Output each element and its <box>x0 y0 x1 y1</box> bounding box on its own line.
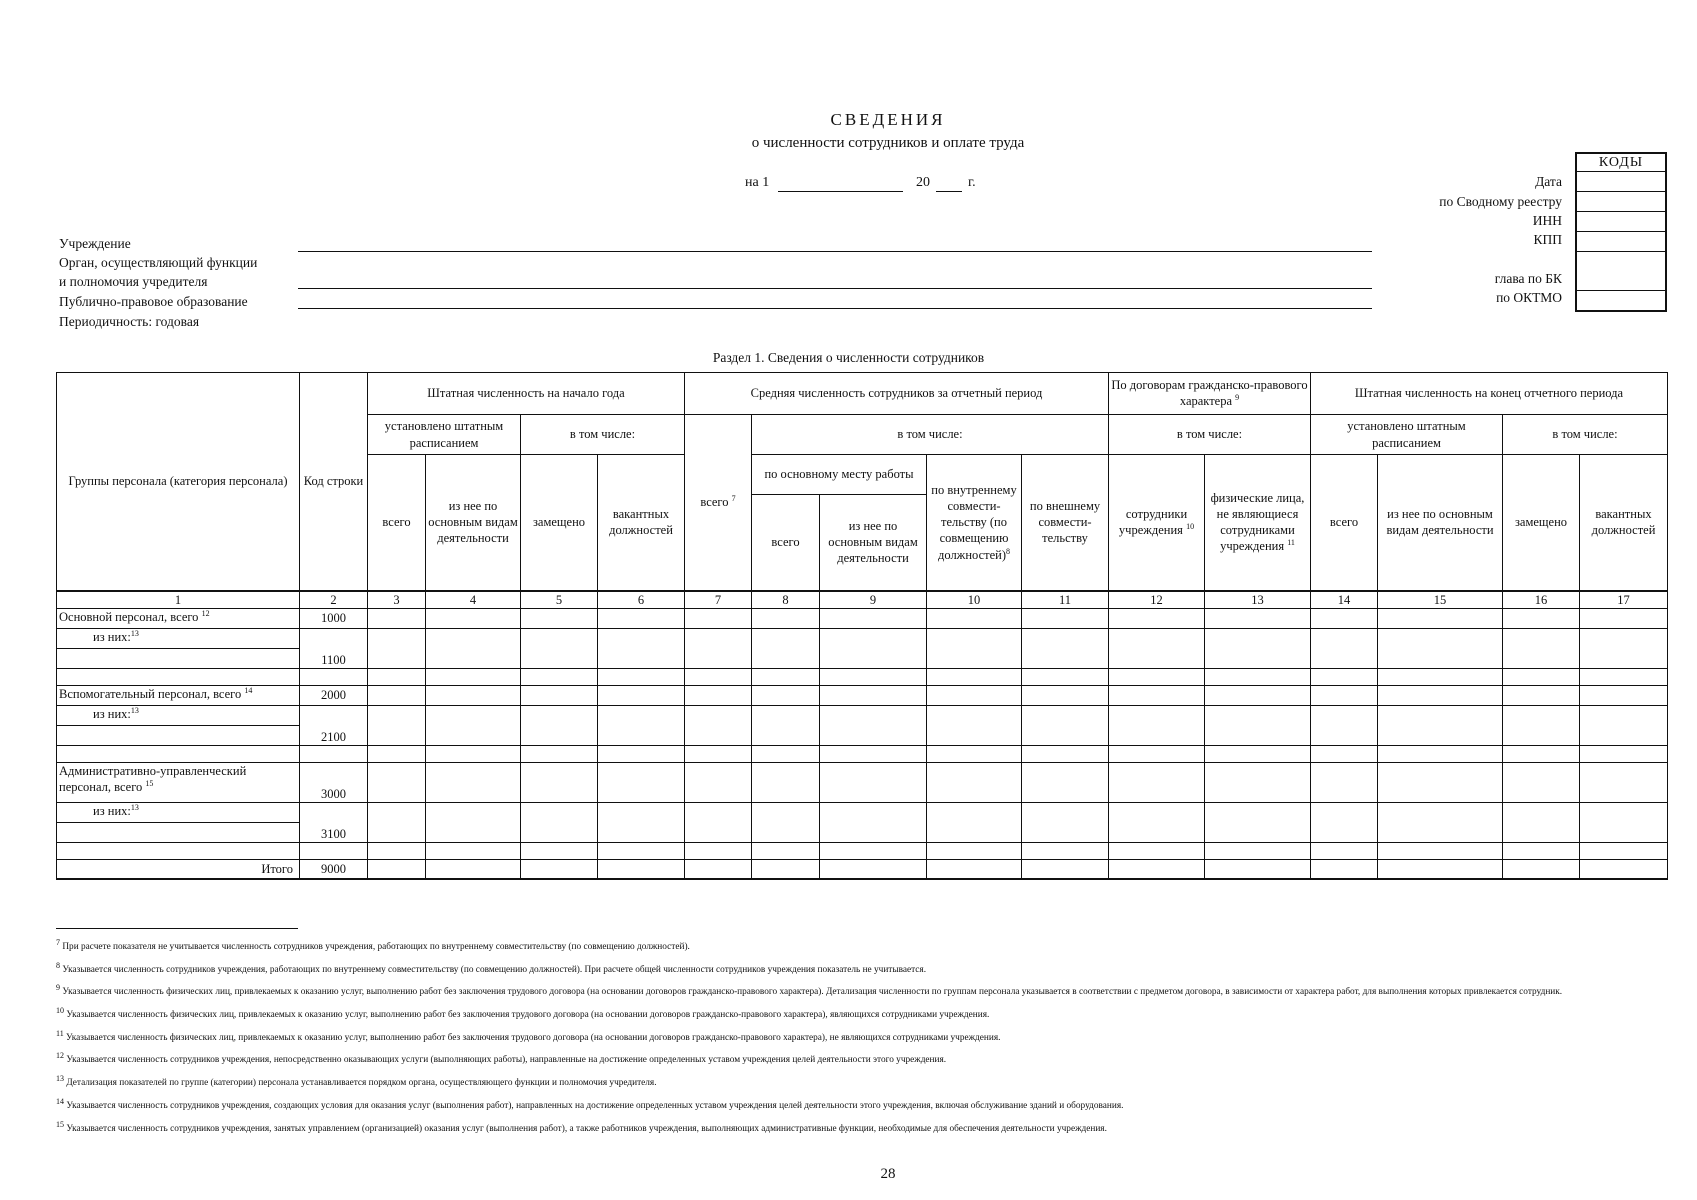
public-entity-field[interactable] <box>298 293 1372 309</box>
col-num: 4 <box>426 591 521 609</box>
value-cell[interactable] <box>1022 860 1109 879</box>
header-main-place: по основному месту работы <box>752 455 927 495</box>
value-cell[interactable] <box>927 843 1022 860</box>
value-cell[interactable] <box>1022 629 1109 669</box>
value-cell[interactable] <box>685 763 752 803</box>
row-label <box>57 726 300 746</box>
date-suffix: г. <box>968 175 976 190</box>
value-cell[interactable] <box>820 843 927 860</box>
value-cell[interactable] <box>1580 860 1668 879</box>
row-total <box>57 860 1668 879</box>
value-cell[interactable] <box>820 686 927 706</box>
value-cell[interactable] <box>368 843 426 860</box>
row-1000-of-them <box>57 629 1668 649</box>
value-cell[interactable] <box>1378 860 1503 879</box>
row-label: из них:$^{13}$ <box>57 803 300 823</box>
value-cell[interactable] <box>426 860 521 879</box>
value-cell[interactable] <box>1022 746 1109 763</box>
value-cell[interactable] <box>1378 609 1503 629</box>
footnote-10: $^{10}$ Указывается численность физических лиц, привлекаемых к оказанию услуг, выполнению работ без заключения трудового договора (на основании договоров гражданско-правового характера), являющихся сотрудниками учреждения. <box>56 1006 990 1021</box>
col-num: 6 <box>598 591 685 609</box>
value-cell[interactable] <box>1205 763 1311 803</box>
value-cell[interactable] <box>521 669 598 686</box>
value-cell[interactable] <box>1503 860 1580 879</box>
value-cell[interactable] <box>1580 609 1668 629</box>
value-cell[interactable] <box>1580 763 1668 803</box>
row-label <box>57 746 300 763</box>
date-day-month-field[interactable] <box>778 176 903 192</box>
value-cell[interactable] <box>426 629 521 669</box>
value-cell[interactable] <box>426 843 521 860</box>
header-end-total: всего <box>1311 455 1378 591</box>
value-cell[interactable] <box>1378 669 1503 686</box>
organ-label-line2: и полномочия учредителя <box>59 274 208 289</box>
value-cell[interactable] <box>1378 746 1503 763</box>
row-2000-of-them <box>57 706 1668 726</box>
footnote-14: $^{14}$ Указывается численность сотрудников учреждения, создающих условия для оказания услуг (выполнения работ), направленных на достижение определенных уставом учреждения целей деятельности этого учреждения, включая обслуживание зданий и оборудования. <box>56 1096 1124 1111</box>
value-cell[interactable] <box>752 746 820 763</box>
value-cell[interactable] <box>598 860 685 879</box>
value-cell[interactable] <box>426 746 521 763</box>
value-cell[interactable] <box>1205 746 1311 763</box>
value-cell[interactable] <box>426 686 521 706</box>
value-cell[interactable] <box>1109 629 1205 669</box>
row-code: 3100 <box>300 803 368 843</box>
value-cell[interactable] <box>598 803 685 843</box>
value-cell[interactable] <box>1311 686 1378 706</box>
value-cell[interactable] <box>1022 669 1109 686</box>
value-cell[interactable] <box>685 803 752 843</box>
value-cell[interactable] <box>927 803 1022 843</box>
footnote-7: $^7$ При расчете показателя не учитывается численность сотрудников учреждения, работающих по внутреннему совместительству (по совмещению должностей). <box>56 938 690 953</box>
value-cell[interactable] <box>521 629 598 669</box>
value-cell[interactable] <box>1205 629 1311 669</box>
value-cell[interactable] <box>598 706 685 746</box>
value-cell[interactable] <box>1109 686 1205 706</box>
value-cell[interactable] <box>1378 706 1503 746</box>
header-main-place-total: всего <box>752 495 820 591</box>
value-cell[interactable] <box>368 669 426 686</box>
code-label-inn: ИНН <box>1532 213 1562 228</box>
value-cell[interactable] <box>521 609 598 629</box>
row-code: 2100 <box>300 706 368 746</box>
value-cell[interactable] <box>426 706 521 746</box>
date-prefix: на 1 <box>745 175 770 190</box>
value-cell[interactable] <box>521 686 598 706</box>
value-cell[interactable] <box>1311 746 1378 763</box>
footnote-separator <box>56 928 298 929</box>
code-label-registry: по Сводному реестру <box>1439 194 1562 209</box>
value-cell[interactable] <box>1503 669 1580 686</box>
value-cell[interactable] <box>820 609 927 629</box>
value-cell[interactable] <box>685 669 752 686</box>
col-num: 9 <box>820 591 927 609</box>
value-cell[interactable] <box>1205 609 1311 629</box>
value-cell[interactable] <box>521 803 598 843</box>
value-cell[interactable] <box>1503 629 1580 669</box>
value-cell[interactable] <box>1109 860 1205 879</box>
col-num: 10 <box>927 591 1022 609</box>
value-cell[interactable] <box>752 706 820 746</box>
header-employees: сотрудники учреждения $^{10}$ <box>1109 455 1205 591</box>
col-num: 5 <box>521 591 598 609</box>
row-code <box>300 843 368 860</box>
page-number: 28 <box>880 1166 896 1182</box>
value-cell[interactable] <box>1109 803 1205 843</box>
value-cell[interactable] <box>598 669 685 686</box>
value-cell[interactable] <box>1311 706 1378 746</box>
row-label <box>57 669 300 686</box>
value-cell[interactable] <box>1311 669 1378 686</box>
value-cell[interactable] <box>685 746 752 763</box>
value-cell[interactable] <box>1503 803 1580 843</box>
value-cell[interactable] <box>1205 686 1311 706</box>
value-cell[interactable] <box>1205 803 1311 843</box>
row-code <box>300 746 368 763</box>
value-cell[interactable] <box>820 669 927 686</box>
value-cell[interactable] <box>598 746 685 763</box>
value-cell[interactable] <box>752 686 820 706</box>
value-cell[interactable] <box>1311 860 1378 879</box>
value-cell[interactable] <box>1311 803 1378 843</box>
value-cell[interactable] <box>1503 609 1580 629</box>
col-num: 1 <box>57 591 300 609</box>
value-cell[interactable] <box>927 746 1022 763</box>
value-cell[interactable] <box>1109 669 1205 686</box>
header-staff-start: Штатная численность на начало года <box>368 373 685 415</box>
value-cell[interactable] <box>1205 860 1311 879</box>
col-num: 12 <box>1109 591 1205 609</box>
value-cell[interactable] <box>820 860 927 879</box>
col-num: 14 <box>1311 591 1378 609</box>
value-cell[interactable] <box>368 746 426 763</box>
value-cell[interactable] <box>927 706 1022 746</box>
section-title: Раздел 1. Сведения о численности сотрудников <box>712 350 985 365</box>
institution-label: Учреждение <box>59 236 131 251</box>
header-end-of-main: из нее по основным видам деятельности <box>1378 455 1503 591</box>
row-label: Административно-управленческий персонал, всего $^{15}$ <box>57 763 300 803</box>
row-code: 9000 <box>300 860 368 879</box>
value-cell[interactable] <box>1503 746 1580 763</box>
header-start-total: всего <box>368 455 426 591</box>
header-start-of-main: из нее по основным видам деятельности <box>426 455 521 591</box>
header-main-place-of-main: из нее по основным видам деятельности <box>820 495 927 591</box>
value-cell[interactable] <box>752 669 820 686</box>
row-label <box>57 649 300 669</box>
value-cell[interactable] <box>368 706 426 746</box>
row-3000 <box>57 763 1668 803</box>
header-end-filled: замещено <box>1503 455 1580 591</box>
value-cell[interactable] <box>1022 803 1109 843</box>
col-num: 7 <box>685 591 752 609</box>
footnote-8: $^8$ Указывается численность сотрудников учреждения, работающих по внутреннему совместительству (по совмещению должностей). При расчете общей численности сотрудников учреждения показатель не учитывается. <box>56 960 927 975</box>
header-staff-end: Штатная численность на конец отчетного периода <box>1311 373 1668 415</box>
institution-field[interactable] <box>298 236 1372 252</box>
header-gpc-incl: в том числе: <box>1109 415 1311 455</box>
value-cell[interactable] <box>1205 669 1311 686</box>
value-cell[interactable] <box>1378 763 1503 803</box>
value-cell[interactable] <box>1503 706 1580 746</box>
value-cell[interactable] <box>1109 609 1205 629</box>
value-cell[interactable] <box>1580 843 1668 860</box>
value-cell[interactable] <box>1022 763 1109 803</box>
code-label-chapter: глава по БК <box>1494 271 1562 286</box>
value-cell[interactable] <box>1311 843 1378 860</box>
row-label: Основной персонал, всего $^{12}$ <box>57 609 300 629</box>
value-cell[interactable] <box>426 763 521 803</box>
col-num: 13 <box>1205 591 1311 609</box>
value-cell[interactable] <box>1109 763 1205 803</box>
header-start-filled: замещено <box>521 455 598 591</box>
value-cell[interactable] <box>820 746 927 763</box>
row-1100-spacer <box>57 669 1668 686</box>
row-label: из них:$^{13}$ <box>57 706 300 726</box>
value-cell[interactable] <box>685 686 752 706</box>
value-cell[interactable] <box>1503 763 1580 803</box>
value-cell[interactable] <box>1378 803 1503 843</box>
value-cell[interactable] <box>927 609 1022 629</box>
row-code: 2000 <box>300 686 368 706</box>
codes-header: КОДЫ <box>1577 154 1665 172</box>
value-cell[interactable] <box>927 669 1022 686</box>
staff-table <box>56 372 1668 880</box>
code-cell-kpp[interactable] <box>1577 232 1665 252</box>
header-end-vacant: вакантных должностей <box>1580 455 1668 591</box>
value-cell[interactable] <box>685 629 752 669</box>
value-cell[interactable] <box>1580 706 1668 746</box>
value-cell[interactable] <box>598 843 685 860</box>
organ-field[interactable] <box>298 273 1372 289</box>
row-label <box>57 823 300 843</box>
code-label-date: Дата <box>1535 174 1562 189</box>
header-start-vacant: вакантных должностей <box>598 455 685 591</box>
value-cell[interactable] <box>1311 629 1378 669</box>
header-internal: по внутреннему совмести-тельству (по совмещению должностей)$^8$ <box>927 455 1022 591</box>
value-cell[interactable] <box>1378 629 1503 669</box>
value-cell[interactable] <box>685 706 752 746</box>
footnote-9: $^9$ Указывается численность физических лиц, привлекаемых к оказанию услуг, выполнению работ без заключения трудового договора (на основании договоров гражданско-правового характера). Детализация численности по группам персонала указывается в соответствии с предметом договора, в зависимости от характера работ, для выполнения которых привлекается сотрудник. <box>56 983 1563 998</box>
code-cell-date[interactable] <box>1577 172 1665 192</box>
col-num: 17 <box>1580 591 1668 609</box>
value-cell[interactable] <box>1022 843 1109 860</box>
value-cell[interactable] <box>426 803 521 843</box>
organ-label-line1: Орган, осуществляющий функции <box>59 255 258 270</box>
value-cell[interactable] <box>426 669 521 686</box>
value-cell[interactable] <box>752 860 820 879</box>
code-cell-oktmo[interactable] <box>1577 291 1665 310</box>
row-1000 <box>57 609 1668 629</box>
row-2000 <box>57 686 1668 706</box>
value-cell[interactable] <box>1109 706 1205 746</box>
value-cell[interactable] <box>1503 686 1580 706</box>
value-cell[interactable] <box>927 686 1022 706</box>
header-end-established: установлено штатным расписанием <box>1311 415 1503 455</box>
header-individuals: физические лица, не являющиеся сотрудниками учреждения $^{11}$ <box>1205 455 1311 591</box>
value-cell[interactable] <box>368 763 426 803</box>
value-cell[interactable] <box>685 860 752 879</box>
value-cell[interactable] <box>820 803 927 843</box>
value-cell[interactable] <box>368 686 426 706</box>
row-label: из них:$^{13}$ <box>57 629 300 649</box>
row-code: 1000 <box>300 609 368 629</box>
value-cell[interactable] <box>927 860 1022 879</box>
header-end-incl: в том числе: <box>1503 415 1668 455</box>
value-cell[interactable] <box>820 763 927 803</box>
value-cell[interactable] <box>521 706 598 746</box>
value-cell[interactable] <box>752 609 820 629</box>
col-num: 8 <box>752 591 820 609</box>
header-avg-incl: в том числе: <box>752 415 1109 455</box>
row-code: 3000 <box>300 763 368 803</box>
document-title: СВЕДЕНИЯ <box>830 110 946 129</box>
value-cell[interactable] <box>1311 609 1378 629</box>
col-num: 15 <box>1378 591 1503 609</box>
value-cell[interactable] <box>1580 669 1668 686</box>
value-cell[interactable] <box>752 843 820 860</box>
value-cell[interactable] <box>521 746 598 763</box>
value-cell[interactable] <box>368 860 426 879</box>
header-average: Средняя численность сотрудников за отчетный период <box>685 373 1109 415</box>
value-cell[interactable] <box>1205 843 1311 860</box>
value-cell[interactable] <box>1580 746 1668 763</box>
value-cell[interactable] <box>685 843 752 860</box>
value-cell[interactable] <box>521 843 598 860</box>
value-cell[interactable] <box>1378 686 1503 706</box>
public-entity-label: Публично-правовое образование <box>59 294 248 309</box>
value-cell[interactable] <box>521 860 598 879</box>
row-2100-spacer <box>57 746 1668 763</box>
row-3000-of-them <box>57 803 1668 823</box>
value-cell[interactable] <box>1022 609 1109 629</box>
col-num: 16 <box>1503 591 1580 609</box>
value-cell[interactable] <box>1580 686 1668 706</box>
row-label <box>57 843 300 860</box>
value-cell[interactable] <box>752 803 820 843</box>
value-cell[interactable] <box>927 629 1022 669</box>
value-cell[interactable] <box>598 763 685 803</box>
value-cell[interactable] <box>1311 763 1378 803</box>
value-cell[interactable] <box>820 629 927 669</box>
row-3100-spacer <box>57 843 1668 860</box>
value-cell[interactable] <box>368 609 426 629</box>
code-cell-chapter[interactable] <box>1577 252 1665 291</box>
value-cell[interactable] <box>820 706 927 746</box>
row-code: 1100 <box>300 629 368 669</box>
footnote-11: $^{11}$ Указывается численность физических лиц, привлекаемых к оказанию услуг, выполнению работ без заключения трудового договора (на основании договоров гражданско-правового характера), не являющихся сотрудниками учреждения. <box>56 1028 1001 1043</box>
header-avg-total: всего $^7$ <box>685 415 752 591</box>
codes-box <box>1575 152 1667 312</box>
value-cell[interactable] <box>752 763 820 803</box>
row-label: Вспомогательный персонал, всего $^{14}$ <box>57 686 300 706</box>
value-cell[interactable] <box>1580 629 1668 669</box>
value-cell[interactable] <box>598 686 685 706</box>
value-cell[interactable] <box>1022 706 1109 746</box>
periodicity-label: Периодичность: годовая <box>59 314 200 329</box>
header-gpc: По договорам гражданско-правового характера $^9$ <box>1109 373 1311 415</box>
value-cell[interactable] <box>598 609 685 629</box>
value-cell[interactable] <box>1022 686 1109 706</box>
code-label-oktmo: по ОКТМО <box>1496 290 1562 305</box>
value-cell[interactable] <box>1109 746 1205 763</box>
date-year-field[interactable] <box>936 176 962 192</box>
col-num: 2 <box>300 591 368 609</box>
code-label-kpp: КПП <box>1533 232 1562 247</box>
value-cell[interactable] <box>426 609 521 629</box>
value-cell[interactable] <box>927 763 1022 803</box>
header-code: Код строки <box>300 373 368 591</box>
value-cell[interactable] <box>1109 843 1205 860</box>
value-cell[interactable] <box>1205 706 1311 746</box>
value-cell[interactable] <box>368 629 426 669</box>
date-year-prefix: 20 <box>916 175 930 190</box>
value-cell[interactable] <box>598 629 685 669</box>
value-cell[interactable] <box>752 629 820 669</box>
value-cell[interactable] <box>1580 803 1668 843</box>
footnotes <box>56 934 1606 1138</box>
header-external: по внешнему совмести-тельству <box>1022 455 1109 591</box>
code-cell-registry[interactable] <box>1577 192 1665 212</box>
value-cell[interactable] <box>521 763 598 803</box>
col-num: 3 <box>368 591 426 609</box>
code-cell-inn[interactable] <box>1577 212 1665 232</box>
value-cell[interactable] <box>685 609 752 629</box>
row-code <box>300 669 368 686</box>
header-start-established: установлено штатным расписанием <box>368 415 521 455</box>
footnote-15: $^{15}$ Указывается численность сотрудников учреждения, занятых управлением (организацией) оказания услуг (выполнения работ), а также работников учреждения, выполняющих административные функции, необходимые для обеспечения деятельности учреждения. <box>56 1119 1107 1134</box>
header-start-incl: в том числе: <box>521 415 685 455</box>
value-cell[interactable] <box>368 803 426 843</box>
footnote-13: $^{13}$ Детализация показателей по группе (категории) персонала устанавливается порядком органа, осуществляющего функции и полномочия учредителя. <box>56 1074 657 1089</box>
row-label: Итого <box>57 860 300 879</box>
header-groups: Группы персонала (категория персонала) <box>57 373 300 591</box>
col-num: 11 <box>1022 591 1109 609</box>
document-subtitle: о численности сотрудников и оплате труда <box>751 135 1025 151</box>
footnote-12: $^{12}$ Указывается численность сотрудников учреждения, непосредственно оказывающих услуги (выполняющих работы), направленные на достижение определенных уставом учреждения целей деятельности этого учреждения. <box>56 1051 947 1066</box>
value-cell[interactable] <box>1378 843 1503 860</box>
value-cell[interactable] <box>1503 843 1580 860</box>
